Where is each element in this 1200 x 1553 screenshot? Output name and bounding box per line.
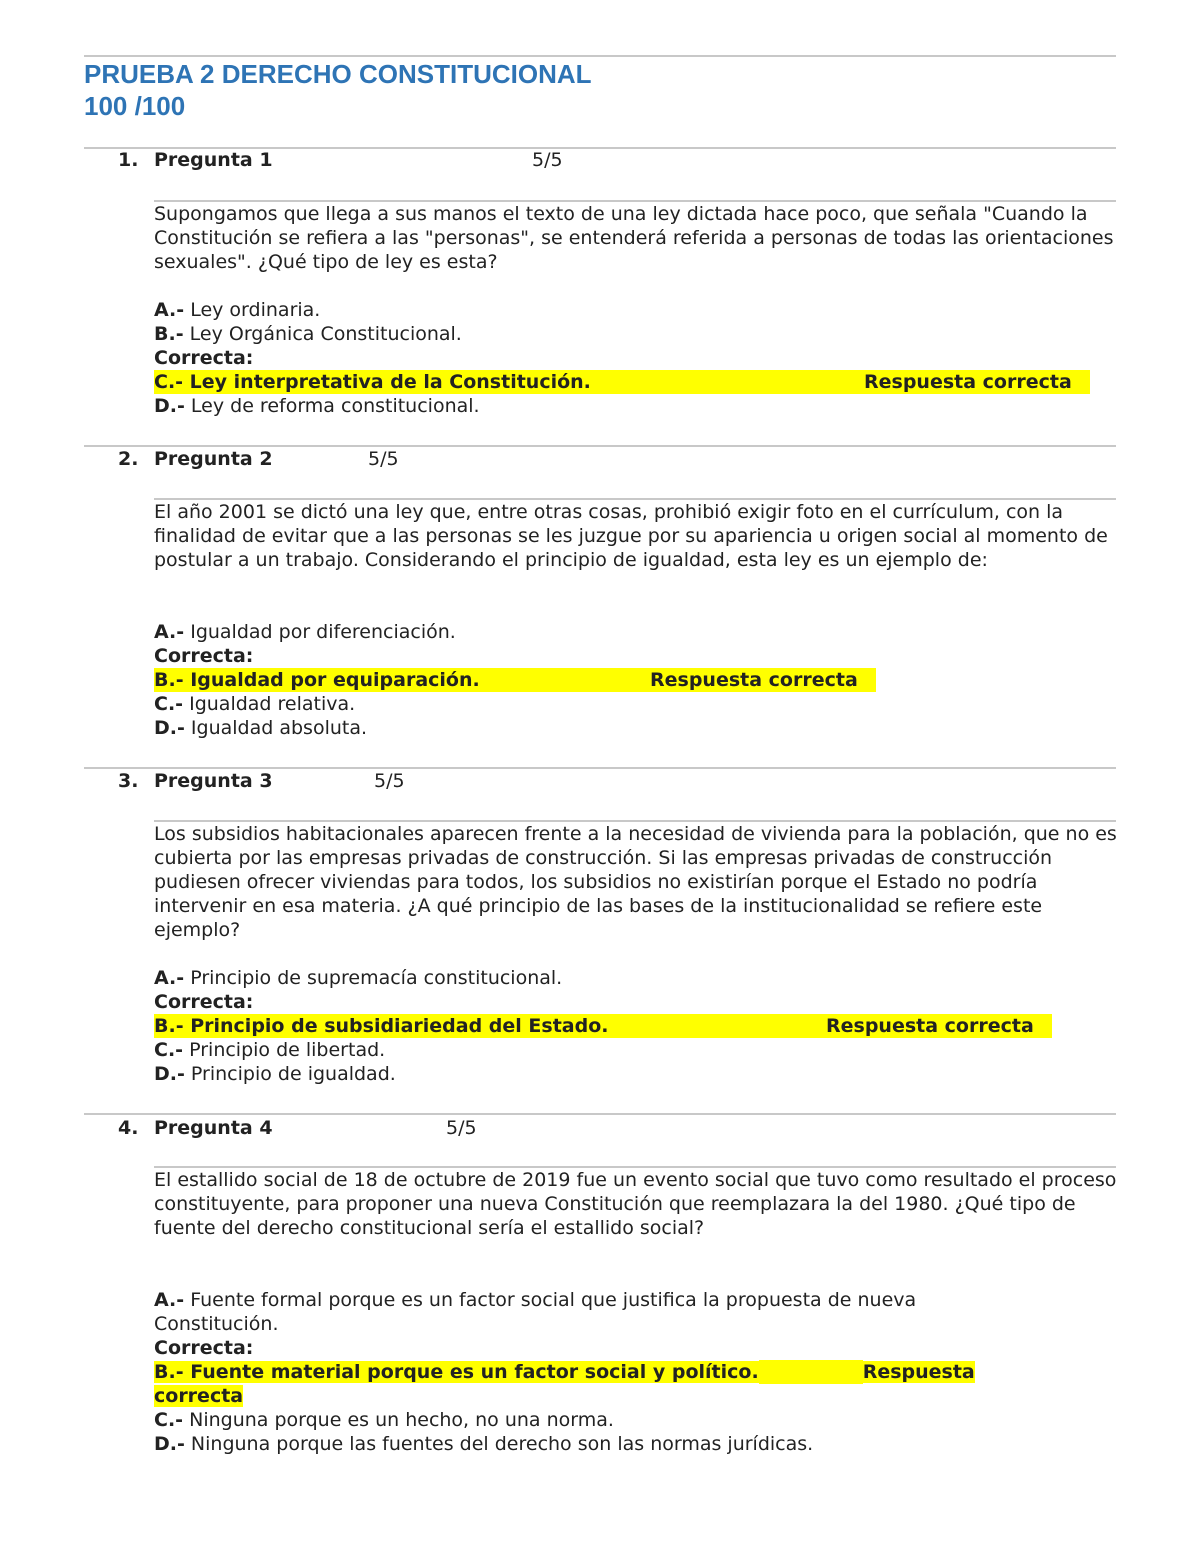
correct-answer-tag: Respuesta correcta [826, 1015, 1034, 1037]
question-4-option-d: D.- Ninguna porque las fuentes del derecho son las normas jurídicas. [154, 1433, 814, 1455]
question-2-header [118, 447, 399, 471]
question-4-option-c: C.- Ninguna porque es un hecho, no una norma. [154, 1409, 614, 1431]
question-points: 5/5 [368, 448, 399, 470]
question-2-option-a: A.- Igualdad por diferenciación. [154, 621, 456, 643]
question-1-header [118, 148, 563, 172]
question-1-option-d: D.- Ley de reforma constitucional. [154, 395, 480, 417]
question-4-option-a: A.- Fuente formal porque es un factor social que justifica la propuesta de nueva Constitución. [154, 1289, 917, 1335]
question-number: 4. [118, 1117, 139, 1139]
question-3-text: Los subsidios habitacionales aparecen frente a la necesidad de vivienda para la población, que no es cubierta por las empresas privadas de construcción. Si las empresas privadas de construcción pudiesen ofrecer viviendas para todos, los subsidios no existirían porque el Estado no podría intervenir en esa materia. ¿A qué principio de las bases de la institucionalidad se refiere este ejemplo? [154, 823, 1117, 941]
question-1-text: Supongamos que llega a sus manos el texto de una ley dictada hace poco, que señala "Cuando la Constitución se refiera a las "personas", se entenderá referida a personas de todas las orientaciones sexuales". ¿Qué tipo de ley es esta? [154, 203, 1114, 273]
question-points: 5/5 [374, 770, 405, 792]
question-4-correct-label: Correcta: [154, 1337, 254, 1359]
question-4-header [118, 1116, 477, 1140]
question-2-option-c: C.- Igualdad relativa. [154, 693, 356, 715]
question-1-correct-label: Correcta: [154, 347, 254, 369]
question-3-correct-label: Correcta: [154, 991, 254, 1013]
question-number: 3. [118, 770, 139, 792]
question-1-correct-option: C.- Ley interpretativa de la Constitución. Respuesta correcta [154, 370, 1090, 394]
question-2-correct-option: B.- Igualdad por equiparación. Respuesta correcta [154, 668, 876, 692]
question-3-header [118, 769, 405, 793]
question-label: Pregunta 4 [154, 1117, 273, 1139]
correct-answer-tag: Respuesta correcta [650, 669, 858, 691]
question-1-option-b: B.- Ley Orgánica Constitucional. [154, 323, 462, 345]
question-3-option-d: D.- Principio de igualdad. [154, 1063, 396, 1085]
question-label: Pregunta 2 [154, 448, 273, 470]
question-number: 1. [118, 149, 139, 171]
top-rule [84, 55, 1116, 57]
question-2-correct-label: Correcta: [154, 645, 254, 667]
question-4-correct-option: B.- Fuente material porque es un factor social y político. Respuesta correcta [154, 1361, 975, 1407]
question-1-option-a: A.- Ley ordinaria. [154, 299, 321, 321]
question-label: Pregunta 1 [154, 149, 273, 171]
question-number: 2. [118, 448, 139, 470]
question-label: Pregunta 3 [154, 770, 273, 792]
question-2-text: El año 2001 se dictó una ley que, entre otras cosas, prohibió exigir foto en el currículum, con la finalidad de evitar que a las personas se les juzgue por su apariencia u origen social al momento de postular a un trabajo. Considerando el principio de igualdad, esta ley es un ejemplo de: [154, 501, 1108, 571]
correct-answer-tag: Respuesta correcta [864, 371, 1072, 393]
question-2-option-d: D.- Igualdad absoluta. [154, 717, 368, 739]
question-points: 5/5 [446, 1117, 477, 1139]
question-4-rule [84, 1113, 1116, 1115]
total-score: 100 /100 [84, 91, 186, 121]
document-title: PRUEBA 2 DERECHO CONSTITUCIONAL [84, 59, 592, 89]
question-3-option-a: A.- Principio de supremacía constitucional. [154, 967, 563, 989]
question-4-text: El estallido social de 18 de octubre de 2019 fue un evento social que tuvo como resultado el proceso constituyente, para proponer una nueva Constitución que reemplazara la del 1980. ¿Qué tipo de fuente del derecho constitucional sería el estallido social? [154, 1169, 1117, 1239]
question-3-option-c: C.- Principio de libertad. [154, 1039, 386, 1061]
question-points: 5/5 [532, 149, 563, 171]
correct-answer-tag: Respuesta correcta [154, 1361, 975, 1407]
question-3-correct-option: B.- Principio de subsidiariedad del Estado. Respuesta correcta [154, 1014, 1052, 1038]
